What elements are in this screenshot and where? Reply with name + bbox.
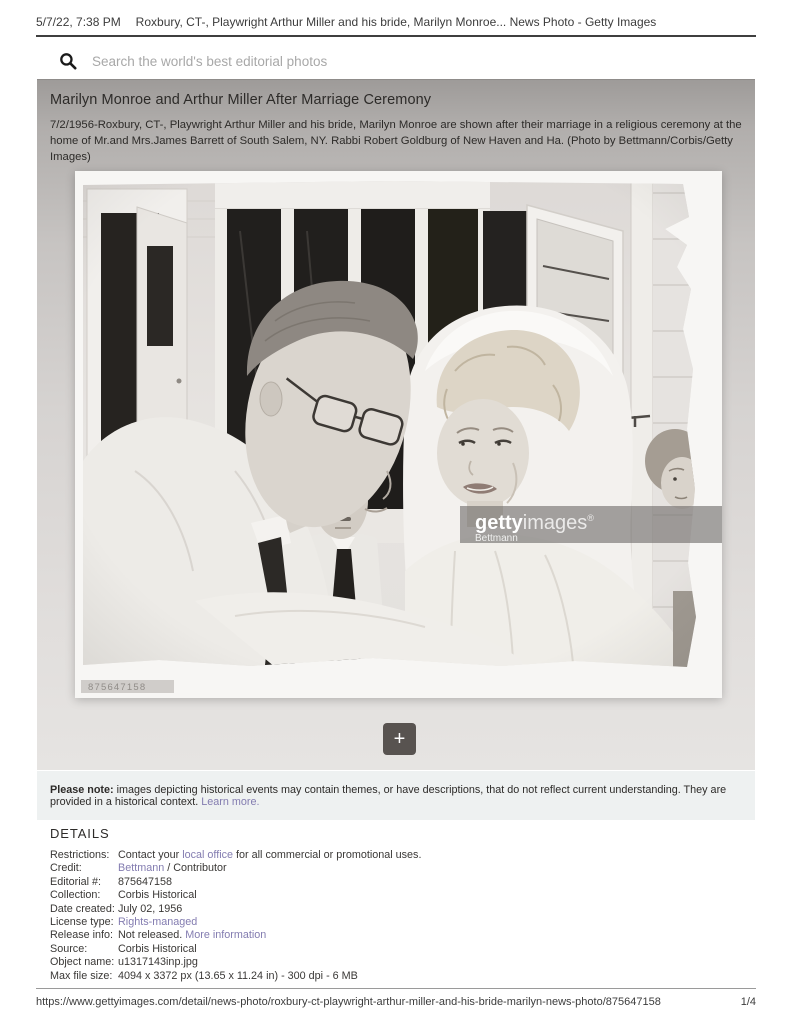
- detail-text: u1317143inp.jpg: [118, 956, 198, 969]
- detail-text: 4094 x 3372 px (13.65 x 11.24 in) - 300 dpi - 6 MB: [118, 969, 358, 982]
- detail-row: [50, 916, 421, 929]
- detail-value: [118, 956, 198, 969]
- photo-scene: [75, 171, 722, 698]
- detail-text: July 02, 1956: [118, 902, 183, 915]
- detail-row: [50, 876, 421, 889]
- search-icon: [59, 52, 77, 70]
- search-input[interactable]: [92, 54, 712, 69]
- detail-value: [118, 876, 172, 889]
- detail-row: [50, 943, 421, 956]
- detail-row: [50, 929, 421, 942]
- detail-value: [118, 849, 421, 862]
- watermark-brand-regular: images: [522, 512, 588, 534]
- getty-watermark-bar: [460, 506, 722, 544]
- footer-divider: [36, 988, 756, 989]
- details-heading: DETAILS: [50, 826, 110, 841]
- detail-text: 875647158: [118, 875, 173, 888]
- photo-detail-panel: [37, 79, 755, 770]
- photo-illustration: [75, 171, 722, 698]
- detail-value: [118, 916, 197, 929]
- detail-value: [118, 929, 266, 942]
- watermark-brand-bold: getty: [475, 512, 523, 534]
- detail-row: [50, 889, 421, 902]
- detail-text: / Contributor: [164, 862, 227, 875]
- detail-label: Release info:: [50, 929, 114, 942]
- historical-notice-bar: [37, 771, 755, 820]
- print-page-indicator: 1/4: [740, 996, 756, 1008]
- detail-label: Source:: [50, 942, 88, 955]
- watermark-collection: Bettmann: [475, 533, 518, 544]
- detail-link[interactable]: More information: [185, 929, 267, 942]
- detail-label: License type:: [50, 916, 114, 929]
- historical-notice-text: [50, 784, 755, 808]
- detail-value: [118, 943, 197, 956]
- detail-link[interactable]: Rights-managed: [118, 916, 198, 929]
- print-source-url: https://www.gettyimages.com/detail/news-photo/roxbury-ct-playwright-arthur-miller-and-his-bride-marilyn-news-photo/875647158: [36, 996, 661, 1008]
- photo-caption: 7/2/1956-Roxbury, CT-, Playwright Arthur Miller and his bride, Marilyn Monroe are shown after their marriage in a religious ceremony at the home of Mr.and Mrs.James Barrett of South Salem, NY. Rabbi Robert Goldburg of New Haven and Ha. (Photo by Bettmann/Corbis/Getty Images): [50, 119, 742, 164]
- notice-lead: Please note:: [50, 783, 114, 796]
- detail-row: [50, 849, 421, 862]
- detail-link[interactable]: local office: [182, 849, 234, 861]
- detail-value: [118, 903, 182, 916]
- detail-text: Corbis Historical: [118, 942, 197, 955]
- detail-label: Date created:: [50, 902, 115, 915]
- detail-value: [118, 862, 227, 875]
- detail-label: Credit:: [50, 862, 82, 875]
- registered-mark: ®: [587, 513, 594, 523]
- image-id-text: 875647158: [88, 682, 147, 693]
- expand-photo-button[interactable]: +: [383, 723, 416, 755]
- detail-label: Collection:: [50, 889, 101, 902]
- detail-label: Editorial #:: [50, 875, 102, 888]
- detail-value: [118, 970, 358, 983]
- detail-text: for all commercial or promotional uses.: [233, 849, 422, 861]
- print-document-title: Roxbury, CT-, Playwright Arthur Miller and his bride, Marilyn Monroe... News Photo - Getty Images: [135, 15, 657, 29]
- detail-label: Object name:: [50, 956, 115, 969]
- photo-title: Marilyn Monroe and Arthur Miller After Marriage Ceremony: [50, 92, 432, 108]
- header-divider: [36, 35, 756, 37]
- svg-text:gettyimages®: [475, 512, 594, 534]
- detail-text: Corbis Historical: [118, 889, 197, 902]
- learn-more-link[interactable]: Learn more.: [201, 795, 260, 808]
- detail-row: [50, 903, 421, 916]
- detail-text: Contact your: [118, 849, 183, 861]
- notice-body: images depicting historical events may contain themes, or have descriptions, that do not reflect current understanding. They are provided in a historical context.: [50, 783, 727, 808]
- detail-label: Max file size:: [50, 969, 113, 982]
- detail-row: [50, 970, 421, 983]
- search-bar: [37, 46, 755, 76]
- detail-link[interactable]: Bettmann: [118, 862, 165, 875]
- detail-row: [50, 862, 421, 875]
- print-timestamp: 5/7/22, 7:38 PM: [36, 15, 121, 29]
- detail-text: Not released.: [118, 929, 186, 942]
- image-id-badge: [81, 680, 174, 693]
- news-photo: [75, 171, 722, 698]
- details-table: [50, 849, 421, 983]
- detail-label: Restrictions:: [50, 849, 110, 861]
- detail-value: [118, 889, 197, 902]
- detail-row: [50, 956, 421, 969]
